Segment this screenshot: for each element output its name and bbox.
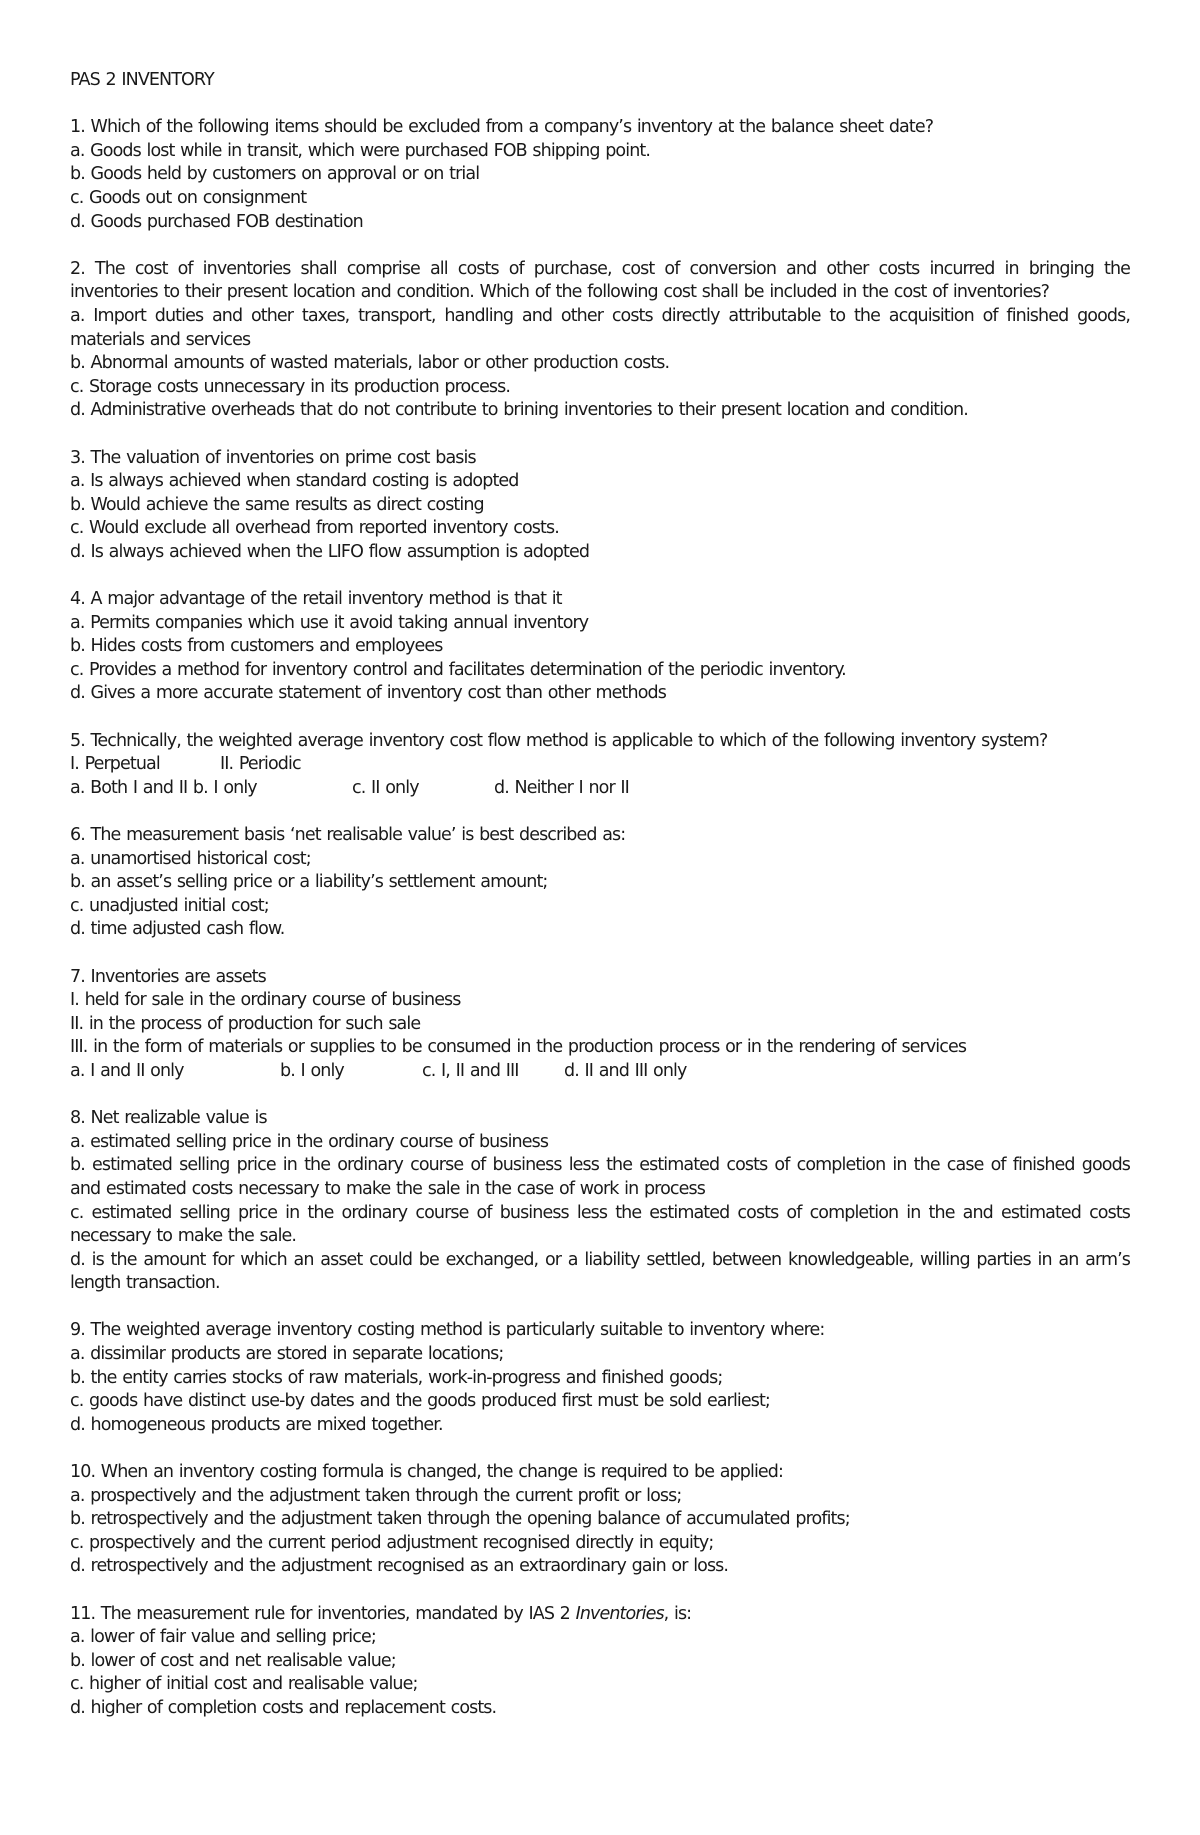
question-6-option-c: c. unadjusted initial cost; bbox=[70, 895, 269, 916]
question-1-option-c: c. Goods out on consignment bbox=[70, 187, 307, 208]
question-5-stem: 5. Technically, the weighted average inventory cost flow method is applicable to which of the following inventory system? bbox=[70, 730, 1048, 751]
question-7 bbox=[70, 966, 1130, 1084]
question-7-option-b: b. I only bbox=[280, 1060, 344, 1081]
question-8-option-d: d. is the amount for which an asset could be exchanged, or a liability settled, between knowledgeable, willing parties in an arm’s length transaction. bbox=[70, 1249, 1130, 1294]
question-5 bbox=[70, 730, 1130, 801]
question-6 bbox=[70, 824, 1130, 942]
question-3-option-d: d. Is always achieved when the LIFO flow assumption is adopted bbox=[70, 541, 590, 562]
question-4-option-c: c. Provides a method for inventory control and facilitates determination of the periodic inventory. bbox=[70, 659, 846, 680]
question-5-statement-i: I. Perpetual bbox=[70, 754, 160, 775]
question-10-option-b: b. retrospectively and the adjustment taken through the opening balance of accumulated profits; bbox=[70, 1509, 850, 1530]
question-10-option-c: c. prospectively and the current period adjustment recognised directly in equity; bbox=[70, 1532, 714, 1553]
document-title: PAS 2 INVENTORY bbox=[70, 70, 214, 90]
question-8-option-c: c. estimated selling price in the ordinary course of business less the estimated costs of completion in the and estimated costs necessary to make the sale. bbox=[70, 1202, 1130, 1247]
question-4-stem: 4. A major advantage of the retail inventory method is that it bbox=[70, 589, 562, 610]
question-8-option-b: b. estimated selling price in the ordinary course of business less the estimated costs of completion in the case of finished goods and estimated costs necessary to make the sale in the case of work in process bbox=[70, 1155, 1130, 1199]
question-2-option-a: a. Import duties and other taxes, transport, handling and other costs directly attributable to the acquisition of finished goods, materials and services bbox=[70, 305, 1130, 350]
question-2-option-d: d. Administrative overheads that do not contribute to brining inventories to their present location and condition. bbox=[70, 400, 968, 421]
question-7-statement-ii: II. in the process of production for such sale bbox=[70, 1013, 421, 1034]
question-2-option-b: b. Abnormal amounts of wasted materials, labor or other production costs. bbox=[70, 353, 670, 374]
question-9-option-a: a. dissimilar products are stored in separate locations; bbox=[70, 1344, 504, 1365]
question-1-stem: 1. Which of the following items should be excluded from a company’s inventory at the balance sheet date? bbox=[70, 117, 934, 138]
question-3-stem: 3. The valuation of inventories on prime cost basis bbox=[70, 447, 476, 468]
question-10 bbox=[70, 1461, 1130, 1579]
question-7-statement-i: I. held for sale in the ordinary course of business bbox=[70, 990, 461, 1011]
question-2-option-c: c. Storage costs unnecessary in its production process. bbox=[70, 376, 511, 397]
question-4-option-d: d. Gives a more accurate statement of inventory cost than other methods bbox=[70, 683, 666, 704]
question-3-option-a: a. Is always achieved when standard costing is adopted bbox=[70, 471, 519, 492]
question-11-stem bbox=[70, 1603, 1130, 1627]
question-9-option-d: d. homogeneous products are mixed together. bbox=[70, 1414, 443, 1435]
question-9-option-c: c. goods have distinct use-by dates and the goods produced first must be sold earliest; bbox=[70, 1391, 770, 1412]
question-9-option-b: b. the entity carries stocks of raw materials, work-in-progress and finished goods; bbox=[70, 1367, 723, 1388]
question-7-stem: 7. Inventories are assets bbox=[70, 966, 266, 987]
question-7-option-c: c. I, II and III bbox=[422, 1060, 519, 1081]
question-3-option-b: b. Would achieve the same results as direct costing bbox=[70, 494, 484, 515]
question-11-option-c: c. higher of initial cost and realisable value; bbox=[70, 1674, 418, 1695]
question-5-option-c: c. II only bbox=[352, 777, 419, 798]
question-7-option-d: d. II and III only bbox=[564, 1060, 687, 1081]
question-1-option-d: d. Goods purchased FOB destination bbox=[70, 211, 363, 232]
question-3 bbox=[70, 447, 1130, 565]
question-11-option-b: b. lower of cost and net realisable value; bbox=[70, 1650, 396, 1671]
document-body bbox=[70, 69, 1130, 1744]
question-11-stem-start: 11. The measurement rule for inventories, mandated by IAS 2 bbox=[70, 1603, 576, 1624]
question-6-option-d: d. time adjusted cash flow. bbox=[70, 919, 285, 940]
question-5-options bbox=[70, 777, 1130, 801]
question-9-stem: 9. The weighted average inventory costing method is particularly suitable to inventory where: bbox=[70, 1320, 825, 1341]
question-7-statement-iii: III. in the form of materials or supplies to be consumed in the production process or in the rendering of services bbox=[70, 1037, 967, 1058]
question-5-statement-ii: II. Periodic bbox=[220, 754, 301, 775]
question-11-option-a: a. lower of fair value and selling price; bbox=[70, 1627, 376, 1648]
question-8-stem: 8. Net realizable value is bbox=[70, 1108, 267, 1129]
question-1-option-b: b. Goods held by customers on approval or on trial bbox=[70, 164, 480, 185]
question-2 bbox=[70, 258, 1130, 423]
question-4-option-a: a. Permits companies which use it avoid taking annual inventory bbox=[70, 612, 589, 633]
question-9 bbox=[70, 1319, 1130, 1437]
question-6-option-a: a. unamortised historical cost; bbox=[70, 848, 311, 869]
question-10-stem: 10. When an inventory costing formula is changed, the change is required to be applied: bbox=[70, 1462, 783, 1483]
question-2-stem: 2. The cost of inventories shall comprise all costs of purchase, cost of conversion and other costs incurred in bringing the inventories to their present location and condition. Which of the following cost shall be included in the cost of inventories? bbox=[70, 258, 1130, 303]
question-11-stem-end: , is: bbox=[663, 1603, 692, 1624]
question-3-option-c: c. Would exclude all overhead from reported inventory costs. bbox=[70, 518, 559, 539]
question-8-option-a: a. estimated selling price in the ordinary course of business bbox=[70, 1131, 549, 1152]
question-5-option-d: d. Neither I nor II bbox=[494, 777, 629, 798]
question-6-stem: 6. The measurement basis ‘net realisable value’ is best described as: bbox=[70, 825, 626, 845]
question-7-options bbox=[70, 1060, 1130, 1084]
question-4-option-b: b. Hides costs from customers and employees bbox=[70, 636, 443, 657]
question-10-option-a: a. prospectively and the adjustment taken through the current profit or loss; bbox=[70, 1485, 682, 1506]
question-6-option-b: b. an asset’s selling price or a liability’s settlement amount; bbox=[70, 872, 548, 893]
question-11 bbox=[70, 1603, 1130, 1721]
question-4 bbox=[70, 588, 1130, 706]
question-5-option-a-b: a. Both I and II b. I only bbox=[70, 777, 257, 798]
question-5-statements bbox=[70, 753, 1130, 777]
question-10-option-d: d. retrospectively and the adjustment recognised as an extraordinary gain or loss. bbox=[70, 1556, 729, 1577]
question-1-option-a: a. Goods lost while in transit, which were purchased FOB shipping point. bbox=[70, 140, 651, 161]
question-7-option-a: a. I and II only bbox=[70, 1060, 184, 1081]
question-11-stem-standard-title: Inventories bbox=[575, 1603, 664, 1624]
question-8 bbox=[70, 1107, 1130, 1296]
question-11-option-d: d. higher of completion costs and replacement costs. bbox=[70, 1697, 497, 1718]
question-1 bbox=[70, 116, 1130, 234]
